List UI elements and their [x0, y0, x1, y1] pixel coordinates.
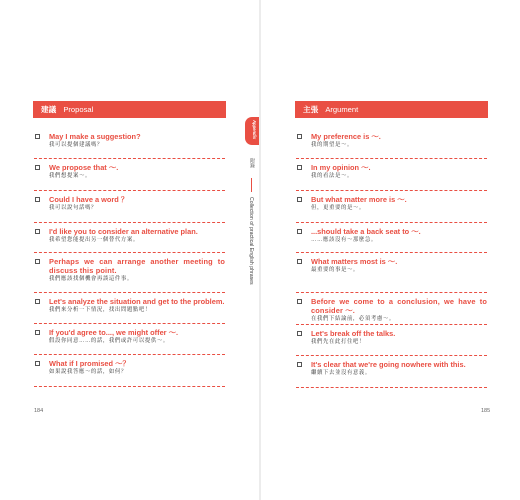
phrase-checkbox[interactable]	[297, 362, 302, 367]
phrase-item	[296, 223, 487, 253]
phrase-chinese: ……應該沒有～那麼急。	[311, 237, 377, 243]
phrase-item	[34, 191, 225, 223]
phrase-english: If you'd agree to..., we might offer ～.	[49, 328, 179, 337]
phrase-chinese: 繼續下去並沒有意義。	[311, 370, 371, 376]
phrase-english: May I make a suggestion?	[49, 132, 141, 141]
side-divider	[251, 178, 252, 192]
page-number: 184	[34, 408, 44, 414]
phrase-english: I'd like you to consider an alternative plan.	[49, 227, 198, 236]
phrase-item	[34, 293, 225, 324]
page-number: 185	[481, 408, 491, 414]
phrase-checkbox[interactable]	[297, 134, 302, 139]
phrase-english: We propose that ～.	[49, 163, 119, 172]
phrase-chinese: 我希望您能提出另一個替代方案。	[49, 237, 139, 243]
phrase-checkbox[interactable]	[35, 299, 40, 304]
phrase-checkbox[interactable]	[35, 229, 40, 234]
phrase-item	[34, 159, 225, 191]
phrase-chinese: 最重要的事是～。	[311, 267, 359, 273]
phrase-english: What matters most is ～.	[311, 257, 398, 266]
phrase-item	[34, 253, 225, 293]
phrase-chinese: 但，更重要的是～。	[311, 205, 365, 211]
phrase-chinese: 我們來分析一下情況，找出問題點吧！	[49, 307, 151, 313]
phrase-english: Could I have a word ？	[49, 195, 129, 204]
phrase-checkbox[interactable]	[35, 361, 40, 366]
phrase-item	[296, 325, 487, 356]
phrase-chinese: 如果說我答應～的話，如何？	[49, 369, 127, 375]
phrase-chinese: 假設你同意……的話，我們或許可以提供～。	[49, 338, 169, 344]
phrase-chinese: 我的期望是～。	[311, 142, 353, 148]
phrase-list-argument	[296, 128, 487, 388]
phrase-checkbox[interactable]	[297, 165, 302, 170]
section-header-proposal	[33, 101, 226, 118]
phrase-checkbox[interactable]	[35, 197, 40, 202]
phrase-list-proposal	[34, 128, 225, 387]
phrase-chinese: 我的看法是～。	[311, 173, 353, 179]
phrase-item	[296, 253, 487, 293]
left-page	[0, 0, 259, 500]
phrase-chinese: 我們想提案～。	[49, 173, 91, 179]
phrase-english: Let's analyze the situation and get to the problem.	[49, 297, 225, 306]
phrase-checkbox[interactable]	[35, 134, 40, 139]
section-header-argument	[295, 101, 488, 118]
phrase-checkbox[interactable]	[297, 229, 302, 234]
phrase-item	[296, 293, 487, 325]
phrase-checkbox[interactable]	[297, 299, 302, 304]
phrase-item	[296, 191, 487, 223]
phrase-english: ...should take a back seat to ～.	[311, 227, 421, 236]
section-header-zh: 建議	[41, 105, 57, 114]
phrase-english: Before we come to a conclusion, we have to consider ～.	[311, 297, 487, 315]
phrase-chinese: 我可以提個建議嗎？	[49, 142, 103, 148]
phrase-item	[34, 355, 225, 387]
phrase-english: Let's break off the talks.	[311, 329, 396, 338]
appendix-side-title: Collection of practical English phrases	[248, 197, 254, 285]
phrase-english: It's clear that we're going nowhere with this.	[311, 360, 466, 369]
right-page	[261, 0, 520, 500]
phrase-checkbox[interactable]	[297, 259, 302, 264]
appendix-tab-label: Appendix	[252, 120, 257, 140]
phrase-english: Perhaps we can arrange another meeting to discuss this point.	[49, 257, 225, 275]
phrase-checkbox[interactable]	[297, 197, 302, 202]
phrase-english: What if I promised ～？	[49, 359, 130, 368]
phrase-english: My preference is ～.	[311, 132, 381, 141]
phrase-english: In my opinion ～.	[311, 163, 371, 172]
phrase-item	[34, 324, 225, 355]
phrase-chinese: 我可以說句話嗎？	[49, 205, 97, 211]
phrase-item	[34, 128, 225, 159]
phrase-item	[34, 223, 225, 253]
phrase-english: But what matter more is ～.	[311, 195, 407, 204]
section-header-en: Argument	[325, 105, 359, 114]
phrase-checkbox[interactable]	[35, 165, 40, 170]
phrase-checkbox[interactable]	[297, 331, 302, 336]
phrase-chinese: 我們先在此打住吧！	[311, 339, 365, 345]
phrase-item	[296, 159, 487, 191]
section-header-en: Proposal	[63, 105, 94, 114]
appendix-tab-cn: 附錄	[249, 158, 255, 168]
phrase-chinese: 我們應該找個機會再談這件事。	[49, 276, 133, 282]
phrase-checkbox[interactable]	[35, 259, 40, 264]
section-header-zh: 主張	[303, 105, 319, 114]
phrase-item	[296, 128, 487, 159]
phrase-checkbox[interactable]	[35, 330, 40, 335]
phrase-item	[296, 356, 487, 388]
phrase-chinese: 在我們下結論前，必須考慮～。	[311, 316, 395, 322]
